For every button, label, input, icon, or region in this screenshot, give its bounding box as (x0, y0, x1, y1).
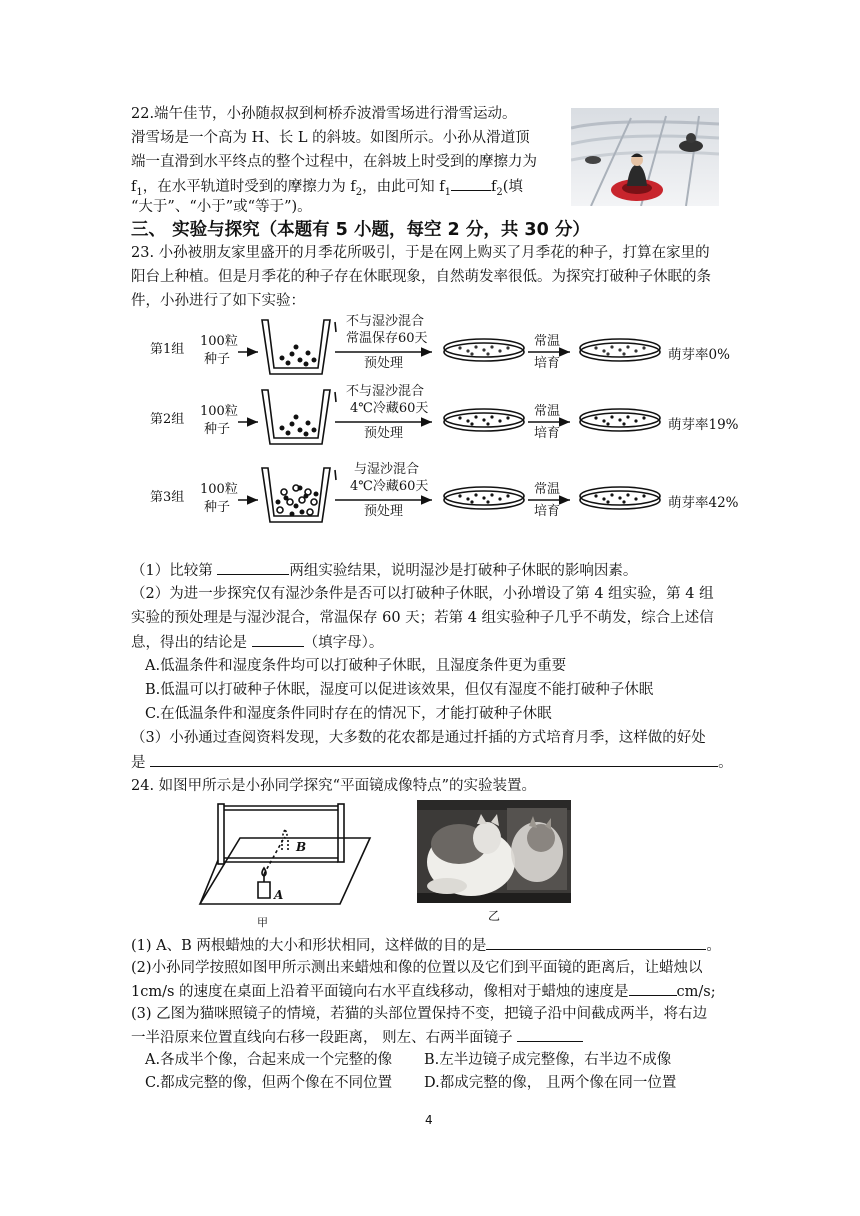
q22-line-1: 22.端午佳节，小孙随叔叔到柯桥乔波滑雪场进行滑雪运动。 (131, 106, 517, 122)
q24-part-3-line-2 (131, 1027, 583, 1048)
q23-part-3-blank[interactable] (150, 752, 718, 767)
q23-part-1-suffix: 两组实验结果，说明湿沙是打破种子休眠的影响因素。 (289, 563, 638, 579)
q22-f2-subscript: 2 (355, 186, 363, 198)
q24-part-3-prefix: 一半沿原来位置直线向右移一段距离， 则左、右两半面镜子 (131, 1030, 518, 1046)
q23-line-3: 件，小孙进行了如下实验： (131, 293, 305, 309)
group-2-seeds-unit: 种子 (204, 422, 231, 437)
q24-part-2-blank[interactable] (629, 981, 677, 996)
q23-part-2-line-2: 实验的预处理是与湿沙混合，常温保存 60 天；若第 4 组实验种子几乎不萌发，综合上述信 (131, 610, 714, 626)
q22-f1-symbol: f (131, 179, 137, 195)
group-3-pretreatment: 预处理 (364, 504, 404, 519)
q23-part-2-line-3 (131, 632, 383, 653)
group-2-label: 第2组 (150, 412, 185, 427)
group-3-label: 第3组 (150, 490, 185, 505)
group-3-condition-2: 4℃冷藏60天 (350, 479, 429, 494)
q24-part-1 (131, 935, 721, 956)
q22-fill-hint: (填 (502, 179, 523, 195)
q22-f1-subscript: 1 (136, 186, 143, 198)
q24-intro: 24. 如图甲所示是小孙同学探究“平面镜成像特点”的实验装置。 (131, 778, 536, 794)
group-3-condition-1: 与湿沙混合 (354, 462, 420, 477)
group-2-germination-rate: 萌芽率19% (668, 417, 739, 433)
group-2-pretreatment: 预处理 (364, 426, 404, 441)
q22-line-2: 滑雪场是一个高为 H、长 L 的斜坡。如图所示。小孙从滑道顶 (131, 130, 530, 146)
group-1-culture-temp: 常温 (534, 334, 561, 349)
group-1-germination-rate: 萌芽率0% (668, 347, 730, 363)
q23-line-2: 阳台上种植。但是月季花的种子存在休眠现象，自然萌发率很低。为探究打破种子休眠的条 (131, 269, 711, 285)
group-3-culture: 培育 (534, 504, 561, 519)
q23-option-a: A.低温条件和湿度条件均可以打破种子休眠，且湿度条件更为重要 (145, 658, 567, 674)
q22-f2-subscript-b: 2 (496, 186, 503, 198)
q23-part-2-prefix: 息，得出的结论是 (131, 635, 252, 651)
section-3-heading: 三、 实验与探究（本题有 5 小题，每空 2 分，共 30 分） (131, 220, 590, 240)
group-1-condition-1: 不与湿沙混合 (346, 314, 425, 329)
q23-part-2-blank[interactable] (252, 632, 304, 647)
q22-compare-text: ，由此可知 f (362, 179, 445, 195)
q23-part-3-line-1: （3）小孙通过查阅资料发现，大多数的花农都是通过扦插的方式培育月季，这样做的好处 (131, 730, 706, 746)
group-2-culture-temp: 常温 (534, 404, 561, 419)
q24-part-2-suffix: cm/s; (676, 984, 716, 1000)
q22-line-3: 端一直滑到水平终点的整个过程中，在斜坡上时受到的摩擦力为 (131, 154, 537, 170)
group-1-seeds-unit: 种子 (204, 352, 231, 367)
q24-option-c: C.都成完整的像，但两个像在不同位置 (145, 1075, 393, 1091)
q22-line-5: “大于”、“小于”或“等于”)。 (131, 199, 312, 215)
q23-line-1: 23. 小孙被朋友家里盛开的月季花所吸引，于是在网上购买了月季花的种子，打算在家里的 (131, 245, 710, 261)
group-1-label: 第1组 (150, 342, 185, 357)
group-1-culture: 培育 (534, 356, 561, 371)
group-2-culture: 培育 (534, 426, 561, 441)
q24-option-d: D.都成完整的像， 且两个像在同一位置 (424, 1075, 677, 1091)
group-3-germination-rate: 萌芽率42% (668, 495, 739, 511)
q23-part-2-line-1: （2）为进一步探究仅有湿沙条件是否可以打破种子休眠，小孙增设了第 4 组实验，第 4 组 (131, 586, 714, 602)
q22-line-4-text: ，在水平轨道时受到的摩擦力为 f (142, 179, 356, 195)
q24-option-a: A.各成半个像，合起来成一个完整的像 (145, 1052, 393, 1068)
q24-part-2-line-1: (2)小孙同学按照如图甲所示测出来蜡烛和像的位置以及它们到平面镜的距离后，让蜡烛以 (131, 960, 703, 976)
q23-option-b: B.低温可以打破种子休眠，湿度可以促进该效果，但仅有湿度不能打破种子休眠 (145, 682, 654, 698)
candle-b-label: B (296, 840, 307, 854)
candle-a-label: A (274, 888, 284, 902)
q23-part-1 (131, 560, 637, 581)
cat-mirror-photo (417, 800, 571, 903)
q23-part-3-line-2 (131, 752, 733, 773)
q23-part-3-suffix: 。 (718, 755, 733, 771)
q24-part-1-prefix: (1) A、B 两根蜡烛的大小和形状相同，这样做的目的是 (131, 938, 487, 954)
q22-f1-subscript-b: 1 (444, 186, 451, 198)
q24-part-3-blank[interactable] (517, 1027, 583, 1042)
group-3-seeds-unit: 种子 (204, 500, 231, 515)
q24-part-3-line-1: (3) 乙图为猫咪照镜子的情境，若猫的头部位置保持不变，把镜子沿中间截成两半，将右边 (131, 1006, 708, 1022)
q24-part-1-blank[interactable] (486, 935, 706, 950)
q22-answer-blank[interactable] (451, 176, 491, 191)
group-1-seeds: 100粒 (200, 334, 238, 349)
group-2-seeds: 100粒 (200, 404, 238, 419)
figure-jia-caption: 甲 (257, 916, 268, 929)
group-1-pretreatment: 预处理 (364, 356, 404, 371)
q24-part-1-suffix: 。 (706, 938, 721, 954)
snow-tubing-photo (571, 108, 719, 206)
q24-part-2-line-2 (131, 981, 716, 1002)
experiment-diagram (150, 310, 750, 535)
mirror-apparatus-figure (196, 802, 376, 922)
q23-part-2-suffix: （填字母）。 (303, 635, 384, 651)
q23-part-3-prefix: 是 (131, 755, 151, 771)
q24-option-b: B.左半边镜子成完整像，右半边不成像 (424, 1052, 672, 1068)
group-1-condition-2: 常温保存60天 (346, 331, 428, 346)
q23-option-c: C.在低温条件和湿度条件同时存在的情况下，才能打破种子休眠 (145, 706, 552, 722)
q24-part-2-prefix: 1cm/s 的速度在桌面上沿着平面镜向右水平直线移动，像相对于蜡烛的速度是 (131, 984, 629, 1000)
group-3-culture-temp: 常温 (534, 482, 561, 497)
q22-f2-symbol: f (490, 179, 497, 195)
group-2-condition-1: 不与湿沙混合 (346, 384, 425, 399)
group-3-seeds: 100粒 (200, 482, 238, 497)
q23-part-1-blank[interactable] (217, 560, 289, 575)
page-number: 4 (425, 1113, 433, 1127)
figure-yi-caption: 乙 (488, 909, 501, 923)
q23-part-1-prefix: （1）比较第 (131, 563, 218, 579)
group-2-condition-2: 4℃冷藏60天 (350, 401, 429, 416)
